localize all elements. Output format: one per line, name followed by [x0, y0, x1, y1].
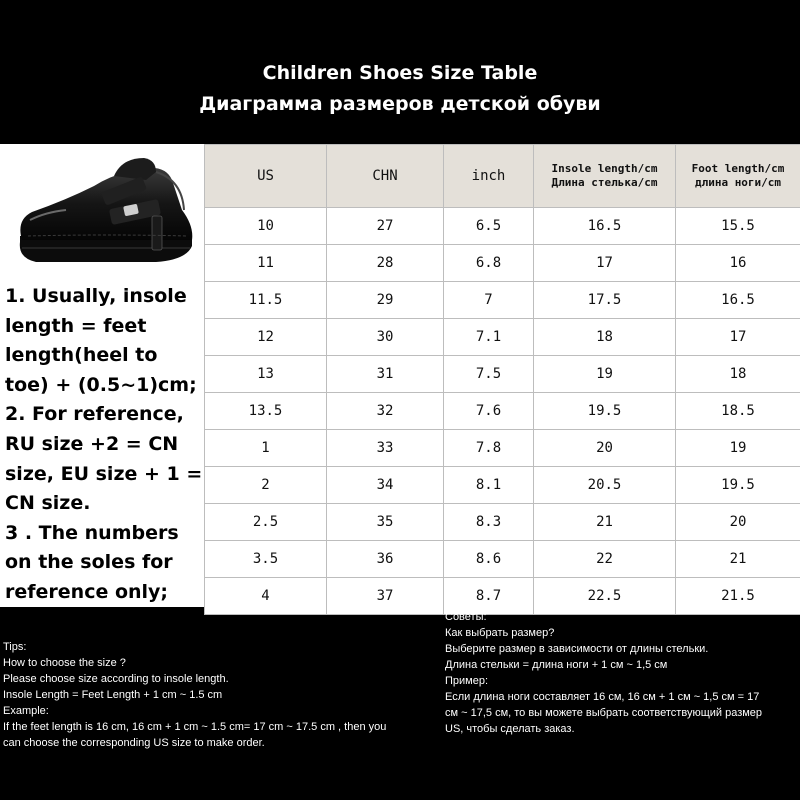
tip-line: Пример: [445, 675, 489, 687]
header-us: US [205, 145, 327, 208]
header-foot-ru: длина ноги/cm [694, 176, 782, 189]
header-chn: CHN [327, 145, 444, 208]
note-line: length = feet [5, 314, 147, 337]
cell-inch: 6.8 [444, 245, 534, 282]
header-insole [534, 145, 676, 208]
cell-foot: 18.5 [676, 393, 800, 430]
cell-chn: 28 [327, 245, 444, 282]
table-row [205, 504, 800, 541]
cell-foot: 19 [676, 430, 800, 467]
cell-inch: 7.1 [444, 319, 534, 356]
cell-chn: 31 [327, 356, 444, 393]
cell-inch: 7.5 [444, 356, 534, 393]
cell-insole: 16.5 [534, 208, 676, 245]
note-line: toe) + (0.5~1)cm; [5, 373, 197, 396]
cell-insole: 22.5 [534, 578, 676, 615]
cell-us: 4 [205, 578, 327, 615]
cell-insole: 19 [534, 356, 676, 393]
cell-chn: 37 [327, 578, 444, 615]
left-panel [0, 144, 204, 607]
cell-chn: 29 [327, 282, 444, 319]
tips-english [3, 639, 439, 751]
cell-insole: 21 [534, 504, 676, 541]
tip-line: Example: [3, 705, 49, 717]
cell-inch: 7.6 [444, 393, 534, 430]
cell-chn: 30 [327, 319, 444, 356]
cell-us: 3.5 [205, 541, 327, 578]
note-line: reference only; [5, 580, 169, 603]
cell-foot: 19.5 [676, 467, 800, 504]
tip-line: US, чтобы сделать заказ. [445, 723, 575, 735]
note-line: on the soles for [5, 551, 173, 574]
cell-inch: 8.7 [444, 578, 534, 615]
cell-insole: 22 [534, 541, 676, 578]
table-header-row [205, 145, 800, 208]
cell-insole: 17 [534, 245, 676, 282]
tip-line: Выберите размер в зависимости от длины стельки. [445, 643, 709, 655]
cell-insole: 20.5 [534, 467, 676, 504]
cell-chn: 32 [327, 393, 444, 430]
tip-line: Длина стельки = длина ноги + 1 см ~ 1,5 см [445, 659, 668, 671]
note-line: length(heel to [5, 344, 158, 367]
cell-inch: 7.8 [444, 430, 534, 467]
note-line: size, EU size + 1 = [5, 462, 203, 485]
cell-us: 11.5 [205, 282, 327, 319]
cell-us: 2 [205, 467, 327, 504]
title-english: Children Shoes Size Table [262, 62, 538, 84]
cell-inch: 8.3 [444, 504, 534, 541]
note-line: RU size +2 = CN [5, 432, 179, 455]
cell-foot: 21.5 [676, 578, 800, 615]
note-line: 3 . The numbers [5, 521, 179, 544]
tip-line: см ~ 17,5 см, то вы можете выбрать соответствующий размер [445, 707, 763, 719]
cell-foot: 15.5 [676, 208, 800, 245]
table-row [205, 430, 800, 467]
cell-us: 2.5 [205, 504, 327, 541]
cell-us: 12 [205, 319, 327, 356]
cell-us: 10 [205, 208, 327, 245]
tip-line: Tips: [3, 641, 27, 653]
note-line: 2. For reference, [5, 403, 184, 426]
cell-chn: 34 [327, 467, 444, 504]
cell-insole: 19.5 [534, 393, 676, 430]
tip-line: Как выбрать размер? [445, 627, 555, 639]
size-table [204, 144, 800, 615]
header-foot-en: Foot length/cm [691, 162, 785, 175]
cell-foot: 18 [676, 356, 800, 393]
header-inch: inch [444, 145, 534, 208]
cell-us: 11 [205, 245, 327, 282]
cell-chn: 36 [327, 541, 444, 578]
note-line: 1. Usually, insole [5, 285, 187, 307]
tip-line: Insole Length = Feet Length + 1 cm ~ 1.5 cm [3, 689, 223, 701]
table-row [205, 467, 800, 504]
cell-inch: 7 [444, 282, 534, 319]
shoe-image [6, 150, 198, 278]
cell-insole: 17.5 [534, 282, 676, 319]
note-line: CN size. [5, 492, 91, 515]
notes [5, 282, 203, 607]
cell-us: 13 [205, 356, 327, 393]
tips-russian [445, 609, 800, 737]
cell-us: 13.5 [205, 393, 327, 430]
header-insole-en: Insole length/cm [551, 162, 658, 175]
cell-inch: 8.6 [444, 541, 534, 578]
header-foot [676, 145, 800, 208]
cell-foot: 20 [676, 504, 800, 541]
cell-chn: 35 [327, 504, 444, 541]
cell-inch: 6.5 [444, 208, 534, 245]
table-row [205, 319, 800, 356]
table-row [205, 282, 800, 319]
table-row [205, 245, 800, 282]
table-row [205, 393, 800, 430]
cell-us: 1 [205, 430, 327, 467]
cell-inch: 8.1 [444, 467, 534, 504]
cell-chn: 27 [327, 208, 444, 245]
title-russian: Диаграмма размеров детской обуви [199, 93, 601, 115]
table-row [205, 208, 800, 245]
tip-line: Если длина ноги составляет 16 см, 16 см + 1 см ~ 1,5 см = 17 [445, 691, 760, 703]
cell-foot: 16.5 [676, 282, 800, 319]
tip-line: can choose the corresponding US size to make order. [3, 737, 265, 749]
cell-insole: 18 [534, 319, 676, 356]
table-row [205, 356, 800, 393]
table-row [205, 541, 800, 578]
cell-foot: 21 [676, 541, 800, 578]
tip-line: How to choose the size ? [3, 657, 126, 669]
header-insole-ru: Длина стелька/cm [551, 176, 658, 189]
tip-line: If the feet length is 16 cm, 16 cm + 1 cm ~ 1.5 cm= 17 cm ~ 17.5 cm , then you [3, 721, 387, 733]
cell-insole: 20 [534, 430, 676, 467]
tip-line: Советы: [445, 611, 487, 623]
cell-chn: 33 [327, 430, 444, 467]
tip-line: Please choose size according to insole length. [3, 673, 229, 685]
cell-foot: 17 [676, 319, 800, 356]
cell-foot: 16 [676, 245, 800, 282]
